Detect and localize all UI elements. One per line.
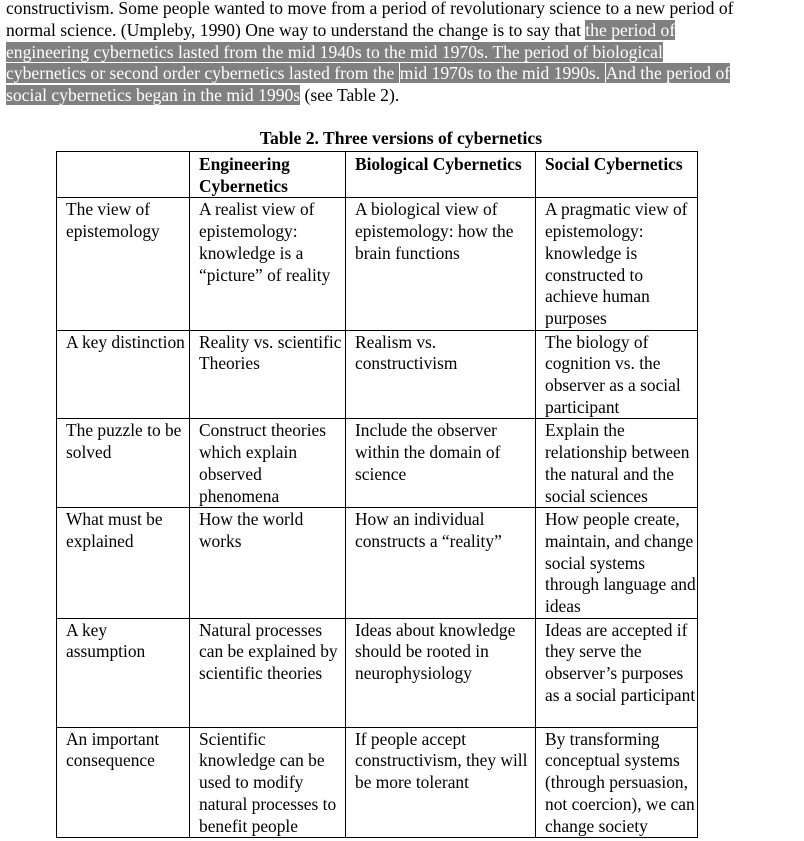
table-row — [57, 419, 698, 508]
biological-cell: Include the observer within the domain of science — [346, 419, 536, 508]
social-cell: A pragmatic view of epistemology: knowledge is constructed to achieve human purposes — [536, 198, 698, 330]
row-label-cell: The view of epistemology — [57, 198, 190, 330]
text-selection-highlight[interactable]: And the period of — [605, 63, 731, 84]
row-label-cell: An important consequence — [57, 727, 190, 838]
table-row — [57, 508, 698, 619]
paragraph-line-4 — [6, 63, 804, 85]
engineering-cell: A realist view of epistemology: knowledge is a “picture” of reality — [190, 198, 346, 330]
engineering-cell: Construct theories which explain observed phenomena — [190, 419, 346, 508]
paragraph-text: normal science. (Umpleby, 1990) One way to understand the change is to say that — [6, 19, 586, 40]
table-row — [57, 727, 698, 838]
biological-cell: A biological view of epistemology: how the brain functions — [346, 198, 536, 330]
header-cell-empty — [57, 152, 190, 198]
text-selection-highlight[interactable]: social cybernetics began in the mid 1990s — [6, 85, 301, 106]
paragraph-line-2 — [6, 20, 804, 42]
social-cell: Ideas are accepted if they serve the observer’s purposes as a social participant — [536, 618, 698, 727]
cybernetics-table — [56, 151, 698, 838]
table-row — [57, 198, 698, 330]
biological-cell: If people accept constructivism, they will be more tolerant — [346, 727, 536, 838]
social-cell: Explain the relationship between the natural and the social sciences — [536, 419, 698, 508]
header-biological-cybernetics: Biological Cybernetics — [346, 152, 536, 198]
paragraph-line-3 — [6, 42, 804, 64]
engineering-cell: Reality vs. scientific Theories — [190, 330, 346, 419]
text-selection-highlight[interactable]: mid 1970s to the mid 1990s. — [399, 63, 605, 84]
paragraph-text: (see Table 2). — [300, 85, 400, 106]
social-cell: By transforming conceptual systems (through persuasion, not coercion), we can change society — [536, 727, 698, 838]
table-row — [57, 330, 698, 419]
paragraph-line-5 — [6, 85, 804, 107]
header-engineering-cybernetics: Engineering Cybernetics — [190, 152, 346, 198]
engineering-cell: Natural processes can be explained by scientific theories — [190, 618, 346, 727]
engineering-cell: Scientific knowledge can be used to modify natural processes to benefit people — [190, 727, 346, 838]
text-selection-highlight[interactable]: cybernetics or second order cybernetics lasted from the — [6, 63, 399, 84]
social-cell: How people create, maintain, and change social systems through language and ideas — [536, 508, 698, 619]
biological-cell: How an individual constructs a “reality” — [346, 508, 536, 619]
row-label-cell: What must be explained — [57, 508, 190, 619]
row-label-cell: A key assumption — [57, 618, 190, 727]
biological-cell: Realism vs. constructivism — [346, 330, 536, 419]
row-label-cell: A key distinction — [57, 330, 190, 419]
row-label-cell: The puzzle to be solved — [57, 419, 190, 508]
table-row — [57, 618, 698, 727]
table-caption: Table 2. Three versions of cybernetics — [259, 128, 543, 148]
social-cell: The biology of cognition vs. the observer as a social participant — [536, 330, 698, 419]
text-selection-highlight[interactable]: engineering cybernetics lasted from the mid 1940s to the mid 1970s. The period of biological — [6, 41, 663, 62]
table-header-row — [57, 152, 698, 198]
body-paragraph — [6, 0, 804, 107]
header-social-cybernetics: Social Cybernetics — [536, 152, 698, 198]
paragraph-line-1: constructivism. Some people wanted to move from a period of revolutionary science to a new period of — [6, 0, 734, 18]
biological-cell: Ideas about knowledge should be rooted in neurophysiology — [346, 618, 536, 727]
text-selection-highlight[interactable]: the period of — [585, 19, 676, 40]
engineering-cell: How the world works — [190, 508, 346, 619]
